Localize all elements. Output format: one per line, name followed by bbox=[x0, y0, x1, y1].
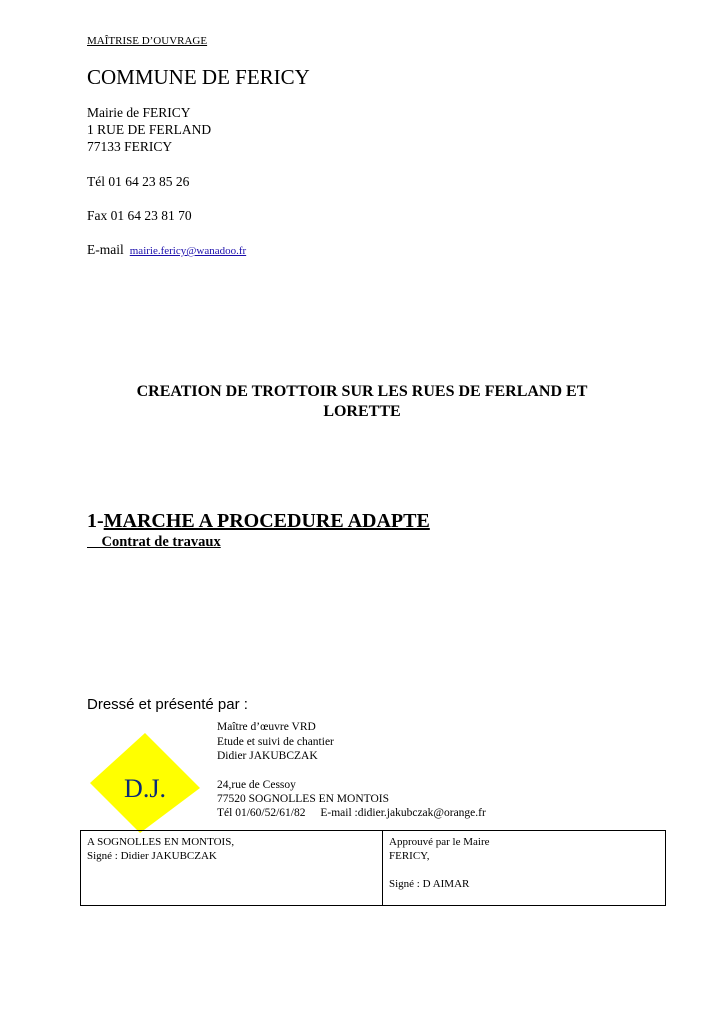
logo-text: D.J. bbox=[124, 774, 166, 803]
section-title-text: MARCHE A PROCEDURE ADAPTE bbox=[103, 510, 430, 532]
email-link[interactable]: mairie.fericy@wanadoo.fr bbox=[129, 245, 247, 257]
address-line-1: Mairie de FERICY bbox=[87, 105, 191, 120]
spacer bbox=[389, 863, 661, 877]
dj-logo bbox=[90, 733, 210, 833]
author-role-2: Etude et suivi de chantier bbox=[217, 736, 334, 748]
address-line-2: 1 RUE DE FERLAND bbox=[87, 122, 212, 137]
approval-commune: FERICY, bbox=[389, 850, 430, 862]
signature-table bbox=[80, 830, 666, 906]
section-subtitle: Contrat de travaux bbox=[87, 534, 221, 550]
signature-place: A SOGNOLLES EN MONTOIS, bbox=[87, 836, 235, 848]
author-role-1: Maître d’œuvre VRD bbox=[217, 721, 316, 733]
signature-cell-left bbox=[81, 831, 383, 905]
approval-label: Approuvé par le Maire bbox=[389, 836, 490, 848]
author-name: Didier JAKUBCZAK bbox=[217, 750, 318, 762]
author-email: E-mail :didier.jakubczak@orange.fr bbox=[320, 807, 486, 819]
section-number: 1- bbox=[87, 510, 104, 532]
section-title bbox=[87, 510, 430, 533]
author-street: 24,rue de Cessoy bbox=[217, 779, 296, 791]
approval-signature: Signé : D AIMAR bbox=[389, 878, 470, 890]
email-row bbox=[87, 241, 246, 260]
author-contact bbox=[217, 806, 486, 821]
maitrise-ouvrage-heading: MAÎTRISE D’OUVRAGE bbox=[87, 35, 208, 47]
author-city: 77520 SOGNOLLES EN MONTOIS bbox=[217, 793, 389, 805]
project-title-line-2: LORETTE bbox=[323, 403, 401, 420]
fax: Fax 01 64 23 81 70 bbox=[87, 208, 192, 223]
signature-cell-right bbox=[383, 831, 667, 905]
dresse-label: Dressé et présenté par : bbox=[87, 696, 248, 713]
email-label: E-mail bbox=[87, 242, 124, 257]
address-line-3: 77133 FERICY bbox=[87, 139, 173, 154]
telephone: Tél 01 64 23 85 26 bbox=[87, 174, 190, 189]
project-title bbox=[0, 382, 724, 422]
project-title-line-1: CREATION DE TROTTOIR SUR LES RUES DE FERLAND ET bbox=[136, 383, 588, 400]
signature-author: Signé : Didier JAKUBCZAK bbox=[87, 850, 217, 862]
author-tel: Tél 01/60/52/61/82 bbox=[217, 807, 306, 819]
commune-title: COMMUNE DE FERICY bbox=[87, 65, 310, 89]
